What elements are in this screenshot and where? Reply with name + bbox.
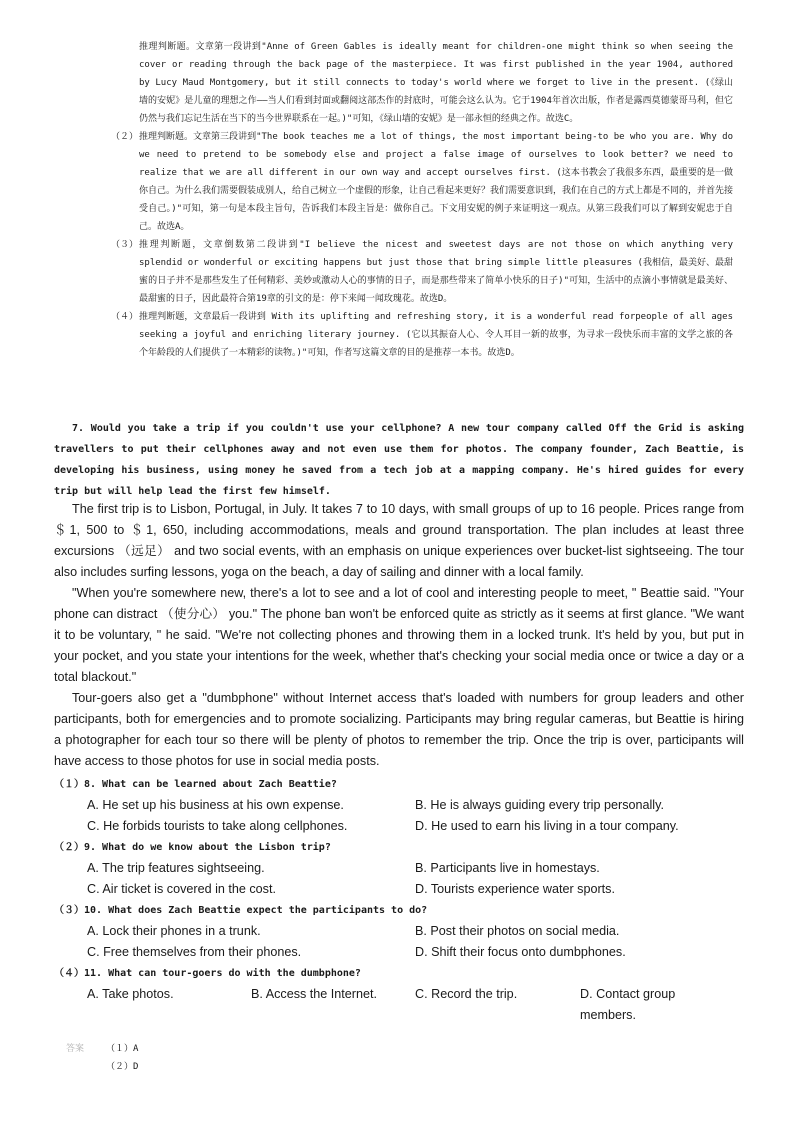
option-d: D. Contact group members.: [580, 987, 676, 1022]
answer-value: （１）A: [106, 1044, 139, 1054]
passage: [54, 499, 744, 772]
explanation-paragraph-1: 推理判断题。文章第一段讲到"Anne of Green Gables is ideally meant for children-one might think so when seeing the cover or reading through the back page of the masterpiece. It was first published in the year 1904, authored by Lucy Maud Montgomery, but it still connects to today's world where we forget to live in the present. (《绿山墙的安妮》是儿童的理想之作——当人们看到封面或翻阅这部杰作的封底时，可能会这么认为。它于1904年首次出版，作者是露西莫德蒙哥马利，但它仍然与我们忘记生活在当下的当今世界联系在一起。)"可知，《绿山墙的安妮》是一部永恒的经典之作。故选C。: [139, 42, 733, 124]
option-c: C. Air ticket is covered in the cost.: [87, 882, 276, 896]
options-8: [87, 795, 744, 837]
item-number: （２）: [111, 132, 139, 142]
question-list: [54, 774, 744, 1026]
option-a: A. The trip features sightseeing.: [87, 861, 265, 875]
question-9: （２）9. What do we know about the Lisbon trip?: [54, 842, 331, 853]
passage-paragraph: "When you're somewhere new, there's a lot to see and a lot of cool and interesting people to meet, " Beattie said. "Your phone can distract （使分心） you." The phone ban won't be enforced quite as strictly as it seems at first glance. "We want it to be voluntary, " he said. "We're not collecting phones and throwing them in a locked trunk. It's held by you, but put in your pocket, and you state your intentions for the week, whether that's checking your social media once or twice a day or a total blackout.": [54, 586, 744, 684]
options-10: [87, 921, 744, 963]
options-11: [87, 984, 744, 1026]
option-a: A. Take photos.: [87, 987, 174, 1001]
item-number: （３）: [111, 240, 139, 250]
option-d: D. Shift their focus onto dumbphones.: [415, 945, 626, 959]
explanation-item-3: [111, 236, 733, 308]
option-b: B. Participants live in homestays.: [415, 861, 600, 875]
option-c: C. He forbids tourists to take along cellphones.: [87, 819, 348, 833]
answer-label: 答案: [66, 1044, 85, 1054]
question-10: （３）10. What does Zach Beattie expect the participants to do?: [54, 905, 428, 916]
option-b: B. He is always guiding every trip personally.: [415, 798, 664, 812]
option-d: D. He used to earn his living in a tour company.: [415, 819, 679, 833]
option-c: C. Record the trip.: [415, 987, 518, 1001]
options-9: [87, 858, 744, 900]
option-b: B. Access the Internet.: [251, 987, 378, 1001]
item-text: 推理判断题，文章最后一段讲到 With its uplifting and refreshing story, it is a wonderful read forpeople of all ages seeking a joyful and enriching literary journey. (它以其振奋人心、令人耳目一新的故事，为寻求一段快乐而丰富的文学之旅的各个年龄段的人们提供了一本精彩的读物。)"可知，作者写这篇文章的目的是推荐一本书。故选D。: [139, 312, 733, 358]
option-a: A. Lock their phones in a trunk.: [87, 924, 261, 938]
answer-row: [66, 1040, 138, 1058]
answer-value: （２）D: [106, 1062, 139, 1072]
option-c: C. Free themselves from their phones.: [87, 945, 302, 959]
option-a: A. He set up his business at his own expense.: [87, 798, 344, 812]
item-number: （４）: [111, 312, 139, 322]
question-11: （４）11. What can tour-goers do with the dumbphone?: [54, 968, 361, 979]
explanation-item-2: [111, 128, 733, 236]
item-text: 推理判断题。文章第三段讲到"The book teaches me a lot of things, the most important being-to be who you are. Why do we need to pretend to be somebody else and project a false image of ourselves to look better? we need to realize that we are all different in our own way and accept ourselves first. (这本书教会了我很多东西，最重要的是一做你自己。为什么我们需要假装成别人，给自己树立一个虚假的形象，让自己看起来更好？我们需要意识到，我们在自己的方式上都是不同的，并首先接受自己。)"可知，第一句是本段主旨句，告诉我们本段主旨是：做你自己。下文用安妮的例子来证明这一观点。从第三段我们可以了解到安妮忠于自己。故选A。: [139, 132, 734, 232]
item-text: 推理判断题，文章倒数第二段讲到"I believe the nicest and sweetest days are not those on which anything very splendid or wonderful or exciting happens but just those that bring simple little pleasures (我相信，最美好、最甜蜜的日子并不是那些发生了任何精彩、美妙或激动人心的事情的日子，而是那些带来了简单小快乐的日子)"可知，生活中的点滴小事情就是最美好、最甜蜜的日子，因此最符合第19章的引文的是：停下来闻一闻玫瑰花。故选D。: [139, 240, 733, 304]
answer-row: [66, 1058, 138, 1076]
explanation-block: [111, 38, 733, 362]
option-d: D. Tourists experience water sports.: [415, 882, 615, 896]
option-b: B. Post their photos on social media.: [415, 924, 620, 938]
explanation-item-4: [111, 308, 733, 362]
passage-paragraph: Tour-goers also get a "dumbphone" without Internet access that's loaded with numbers for group leaders and other participants, both for emergencies and to promote socializing. Participants may bring regular cameras, but Beattie is hiring a photographer for each tour so there will be plenty of photos to remember the trip. Once the trip is over, participants will have access to those photos for use in social media posts.: [54, 691, 744, 768]
question-8: （１）8. What can be learned about Zach Beattie?: [54, 779, 337, 790]
answer-block: [66, 1040, 138, 1076]
question-7-stem: 7. Would you take a trip if you couldn't use your cellphone? A new tour company called Off the Grid is asking travellers to put their cellphones away and not even use them for photos. The company founder, Zach Beattie, is developing his business, using money he saved from a tech job at a mapping company. He's hired guides for every trip but will help lead the first few himself.: [54, 423, 744, 497]
passage-paragraph: The first trip is to Lisbon, Portugal, in July. It takes 7 to 10 days, with small groups of up to 16 people. Prices range from ＄1, 500 to ＄1, 650, including accommodations, meals and ground transportation. The plan includes at least three excursions （远足） and two social events, with an emphasis on unique experiences over bucket-list sightseeing. The tour also includes surfing lessons, yoga on the beach, a day of sailing and dinner with a local family.: [54, 502, 744, 579]
